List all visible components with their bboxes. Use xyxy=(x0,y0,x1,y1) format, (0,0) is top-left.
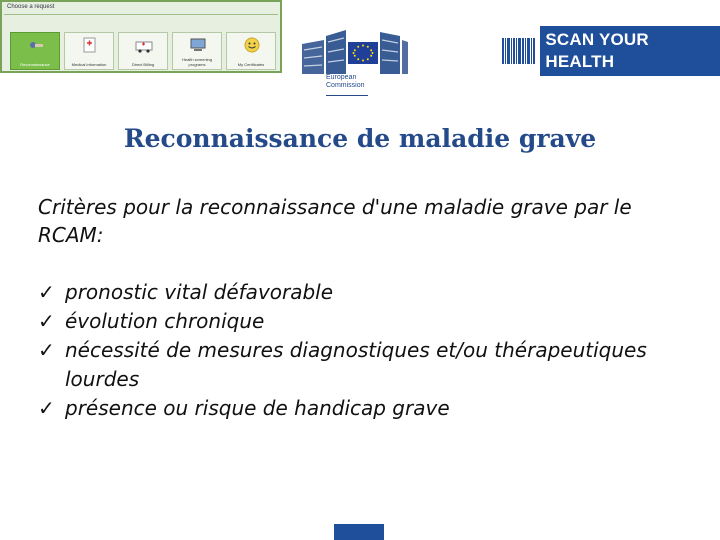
request-panel xyxy=(0,0,282,73)
tile-label: Reconnaissance xyxy=(20,62,50,67)
request-panel-title: Choose a request xyxy=(7,4,55,10)
intro-text: Critères pour la reconnaissance d'une maladie grave par le RCAM: xyxy=(38,195,632,247)
list-item-text: nécessité de mesures diagnostiques et/ou thérapeutiques lourdes xyxy=(65,338,647,391)
divider xyxy=(4,14,278,15)
tile-health-screening[interactable] xyxy=(172,32,222,70)
computer-icon xyxy=(189,36,207,54)
tile-my-certificates[interactable] xyxy=(226,32,276,70)
slide-title: Reconnaissance de maladie grave xyxy=(123,124,597,153)
list-item xyxy=(38,394,678,423)
tile-reconnaissance[interactable] xyxy=(10,32,60,70)
smiley-icon xyxy=(243,36,261,54)
checkmark-icon: ✓ xyxy=(38,309,55,333)
tile-medical-information[interactable] xyxy=(64,32,114,70)
footer-bar xyxy=(334,524,384,540)
tile-direct-billing[interactable] xyxy=(118,32,168,70)
divider xyxy=(326,95,368,96)
checkmark-icon: ✓ xyxy=(38,396,55,420)
eu-caption xyxy=(326,74,365,90)
checkmark-icon: ✓ xyxy=(38,280,55,304)
eu-caption-line1: European xyxy=(326,74,357,81)
checkmark-icon: ✓ xyxy=(38,338,55,362)
eu-caption-line2: Commission xyxy=(326,82,365,89)
tile-label: My Certificates xyxy=(237,62,265,67)
scan-your-health-text: SCAN YOUR HEALTH xyxy=(540,26,720,76)
list-item-text: évolution chronique xyxy=(65,309,265,333)
tile-label: Medical information xyxy=(71,62,107,67)
list-item xyxy=(38,278,678,307)
tile-label: Health screening programs xyxy=(181,57,213,67)
medical-document-icon xyxy=(81,36,99,54)
list-item xyxy=(38,336,678,394)
list-item-text: présence ou risque de handicap grave xyxy=(65,396,450,420)
tile-label: Direct Billing xyxy=(131,62,155,67)
sick-person-icon xyxy=(27,36,45,54)
list-item-text: pronostic vital défavorable xyxy=(65,280,334,304)
ambulance-icon xyxy=(135,36,153,54)
scan-your-health-logo xyxy=(502,30,720,71)
barcode-icon xyxy=(502,38,538,64)
criteria-list xyxy=(38,278,678,423)
list-item xyxy=(38,307,678,336)
